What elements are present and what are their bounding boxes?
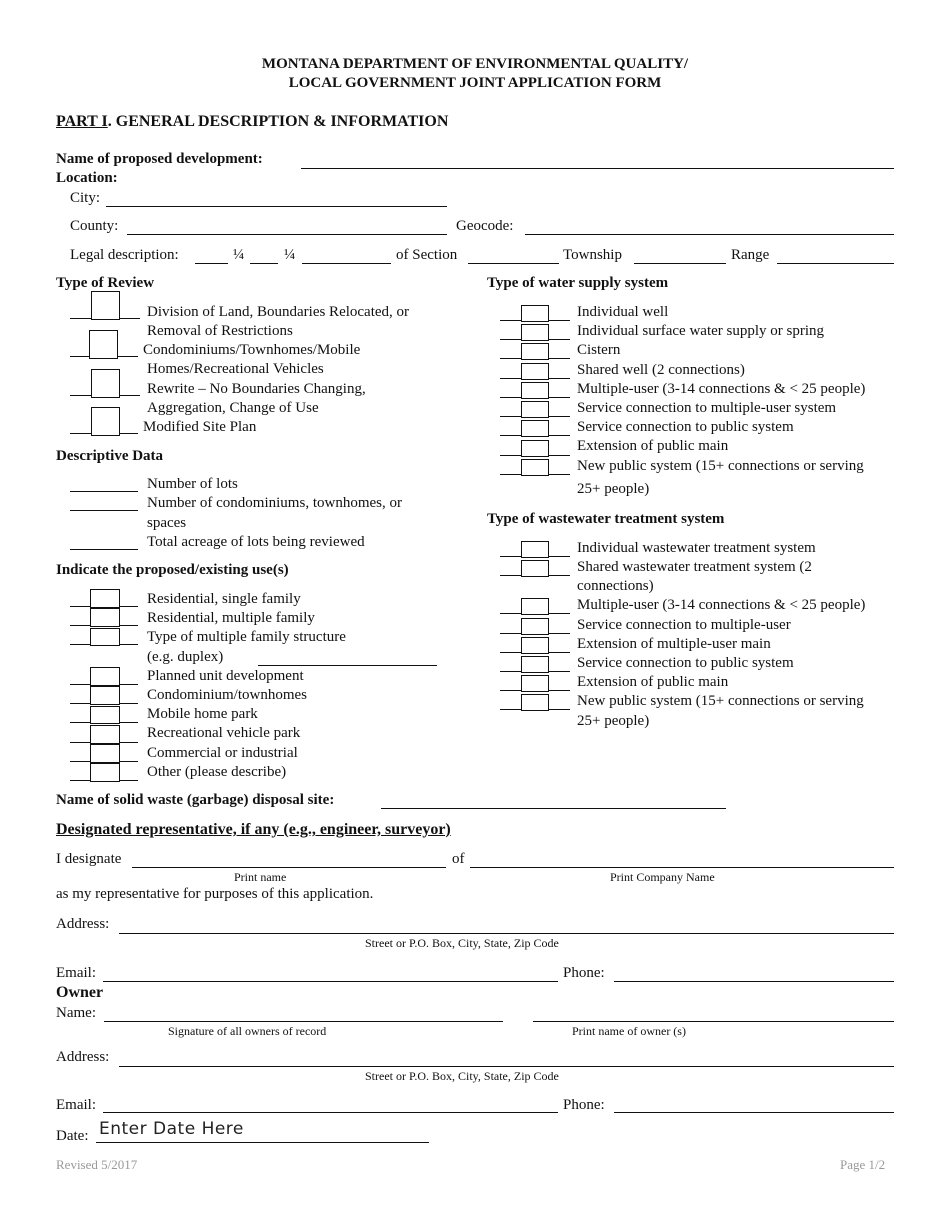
wastewater-label: Extension of multiple-user main [577, 636, 771, 652]
geocode-label: Geocode: [456, 218, 514, 234]
descriptive-label: spaces [147, 515, 187, 531]
water-checkbox-shared-well[interactable] [521, 363, 549, 380]
water-label: 25+ people) [577, 481, 650, 497]
section-field[interactable] [302, 245, 391, 264]
print-name-caption: Print name [234, 870, 287, 884]
owner-heading: Owner [56, 984, 104, 1001]
review-label: Aggregation, Change of Use [147, 400, 319, 416]
rep-email-field[interactable] [103, 963, 558, 982]
revised-date: Revised 5/2017 [56, 1157, 138, 1172]
uses-heading: Indicate the proposed/existing use(s) [56, 562, 289, 578]
legal-description-label: Legal description: [70, 247, 179, 263]
review-checkbox-rewrite[interactable] [91, 369, 120, 398]
water-label: New public system (15+ connections or serving [577, 458, 864, 474]
wastewater-checkbox-extension-multiple[interactable] [521, 637, 549, 654]
use-checkbox-commercial[interactable] [90, 744, 120, 763]
owner-email-field[interactable] [103, 1094, 558, 1113]
use-checkbox-condominium[interactable] [90, 686, 120, 705]
rep-phone-field[interactable] [614, 963, 894, 982]
township-field[interactable] [634, 245, 726, 264]
development-name-label: Name of proposed development: [56, 151, 263, 167]
descriptive-label: Number of lots [147, 476, 238, 492]
use-checkbox-rv-park[interactable] [90, 725, 120, 744]
date-field[interactable] [96, 1119, 429, 1143]
part1-title: . GENERAL DESCRIPTION & INFORMATION [107, 113, 449, 130]
rep-address-field[interactable] [119, 915, 894, 934]
water-checkbox-individual-well[interactable] [521, 305, 549, 322]
water-label: Service connection to multiple-user system [577, 400, 837, 416]
use-label: Condominium/townhomes [147, 687, 308, 703]
date-placeholder: Enter Date Here [99, 1119, 244, 1139]
part1-label: PART I [56, 113, 108, 130]
rep-address-caption: Street or P.O. Box, City, State, Zip Code [365, 936, 559, 950]
total-acreage-field[interactable] [70, 531, 138, 550]
form-title-line2: LOCAL GOVERNMENT JOINT APPLICATION FORM [288, 75, 662, 91]
use-label: Residential, single family [147, 591, 301, 607]
wastewater-label: Shared wastewater treatment system (2 [577, 559, 812, 575]
designate-label: I designate [56, 851, 122, 867]
wastewater-label: Individual wastewater treatment system [577, 540, 816, 556]
wastewater-checkbox-multiple-user[interactable] [521, 598, 549, 615]
wastewater-checkbox-individual[interactable] [521, 541, 549, 558]
wastewater-label: 25+ people) [577, 713, 650, 729]
part1-heading [56, 113, 448, 131]
owner-email-label: Email: [56, 1097, 96, 1113]
use-label: Planned unit development [147, 668, 304, 684]
owner-address-caption: Street or P.O. Box, City, State, Zip Code [365, 1069, 559, 1083]
descriptive-label: Total acreage of lots being reviewed [147, 534, 365, 550]
wastewater-label: connections) [577, 578, 654, 594]
wastewater-heading: Type of wastewater treatment system [487, 511, 725, 527]
review-label: Homes/Recreational Vehicles [147, 361, 324, 377]
water-label: Multiple-user (3-14 connections & < 25 people) [577, 381, 866, 397]
water-checkbox-service-multiple[interactable] [521, 401, 549, 418]
use-label: Mobile home park [147, 706, 258, 722]
quarter-quarter-field[interactable] [195, 245, 228, 264]
water-checkbox-extension-main[interactable] [521, 440, 549, 457]
water-label: Cistern [577, 342, 621, 358]
owner-phone-label: Phone: [563, 1097, 605, 1113]
review-label: Division of Land, Boundaries Relocated, or [147, 304, 410, 320]
use-label: Other (please describe) [147, 764, 287, 780]
use-checkbox-other[interactable] [90, 763, 120, 782]
owner-signature-field[interactable] [104, 1003, 503, 1022]
city-field[interactable] [106, 188, 447, 207]
county-label: County: [70, 218, 119, 234]
wastewater-checkbox-service-public[interactable] [521, 656, 549, 673]
wastewater-checkbox-new-public[interactable] [521, 694, 549, 711]
wastewater-checkbox-extension-public[interactable] [521, 675, 549, 692]
solid-waste-field[interactable] [381, 790, 726, 809]
date-label: Date: [56, 1128, 89, 1144]
wastewater-checkbox-shared[interactable] [521, 560, 549, 577]
representative-name-field[interactable] [132, 849, 446, 868]
descriptive-label: Number of condominiums, townhomes, or [147, 495, 402, 511]
review-label: Condominiums/Townhomes/Mobile [143, 342, 361, 358]
representative-company-field[interactable] [470, 849, 894, 868]
water-heading: Type of water supply system [487, 275, 669, 291]
review-label: Rewrite – No Boundaries Changing, [147, 381, 366, 397]
number-of-condos-field[interactable] [70, 492, 138, 511]
use-label: Commercial or industrial [147, 745, 298, 761]
owner-phone-field[interactable] [614, 1094, 894, 1113]
multiple-structure-type-field[interactable] [258, 647, 437, 666]
wastewater-label: New public system (15+ connections or serving [577, 693, 864, 709]
wastewater-label: Service connection to multiple-user [577, 617, 791, 633]
water-checkbox-service-public[interactable] [521, 420, 549, 437]
water-label: Extension of public main [577, 438, 729, 454]
review-label: Removal of Restrictions [147, 323, 293, 339]
water-label: Service connection to public system [577, 419, 794, 435]
signature-caption: Signature of all owners of record [168, 1024, 327, 1038]
use-label: (e.g. duplex) [147, 649, 224, 665]
water-label: Individual well [577, 304, 669, 320]
review-checkbox-condominiums[interactable] [89, 330, 118, 359]
range-label: Range [731, 247, 770, 263]
quarter-field[interactable] [250, 245, 278, 264]
township-label: Township [563, 247, 622, 263]
rep-email-label: Email: [56, 965, 96, 981]
section-label: of Section [396, 247, 458, 263]
range-field[interactable] [777, 245, 894, 264]
number-of-lots-field[interactable] [70, 473, 138, 492]
use-label: Type of multiple family structure [147, 629, 346, 645]
company-name-caption: Print Company Name [610, 870, 715, 884]
rep-phone-label: Phone: [563, 965, 605, 981]
city-label: City: [70, 190, 101, 206]
quarter-symbol-2: ¼ [284, 247, 296, 263]
review-heading: Type of Review [56, 275, 155, 291]
wastewater-label: Extension of public main [577, 674, 729, 690]
print-owner-caption: Print name of owner (s) [572, 1024, 686, 1038]
review-checkbox-division[interactable] [91, 291, 120, 320]
development-name-field[interactable] [301, 150, 894, 169]
rep-address-label: Address: [56, 916, 110, 932]
wastewater-label: Service connection to public system [577, 655, 794, 671]
use-checkbox-multiple-structure[interactable] [90, 628, 120, 646]
owner-name-label: Name: [56, 1005, 96, 1021]
owner-print-name-field[interactable] [533, 1003, 894, 1022]
owner-address-field[interactable] [119, 1048, 894, 1067]
water-checkbox-cistern[interactable] [521, 343, 549, 360]
use-checkbox-residential-multiple[interactable] [90, 608, 120, 627]
section-number-field[interactable] [468, 245, 559, 264]
water-checkbox-multiple-user[interactable] [521, 382, 549, 399]
water-label: Individual surface water supply or spring [577, 323, 825, 339]
water-label: Shared well (2 connections) [577, 362, 745, 378]
review-label: Modified Site Plan [143, 419, 257, 435]
form-title-line1: MONTANA DEPARTMENT OF ENVIRONMENTAL QUALITY/ [261, 56, 689, 72]
wastewater-checkbox-service-multiple[interactable] [521, 618, 549, 635]
use-label: Recreational vehicle park [147, 725, 301, 741]
page-number: Page 1/2 [840, 1157, 886, 1172]
review-checkbox-modified-site-plan[interactable] [91, 407, 120, 436]
representative-heading: Designated representative, if any (e.g., engineer, surveyor) [56, 821, 451, 838]
location-label: Location: [56, 170, 118, 186]
descriptive-heading: Descriptive Data [56, 448, 164, 464]
water-checkbox-surface[interactable] [521, 324, 549, 341]
geocode-field[interactable] [525, 216, 894, 235]
solid-waste-label: Name of solid waste (garbage) disposal site: [56, 792, 335, 808]
wastewater-label: Multiple-user (3-14 connections & < 25 people) [577, 597, 866, 613]
county-field[interactable] [127, 216, 447, 235]
of-label: of [452, 851, 465, 867]
use-checkbox-mobile-home[interactable] [90, 706, 120, 724]
quarter-symbol-1: ¼ [233, 247, 245, 263]
owner-address-label: Address: [56, 1049, 110, 1065]
representative-purpose-text: as my representative for purposes of this application. [56, 886, 374, 902]
use-checkbox-planned-unit[interactable] [90, 667, 120, 686]
water-checkbox-new-public[interactable] [521, 459, 549, 476]
use-checkbox-residential-single[interactable] [90, 589, 120, 608]
use-label: Residential, multiple family [147, 610, 315, 626]
